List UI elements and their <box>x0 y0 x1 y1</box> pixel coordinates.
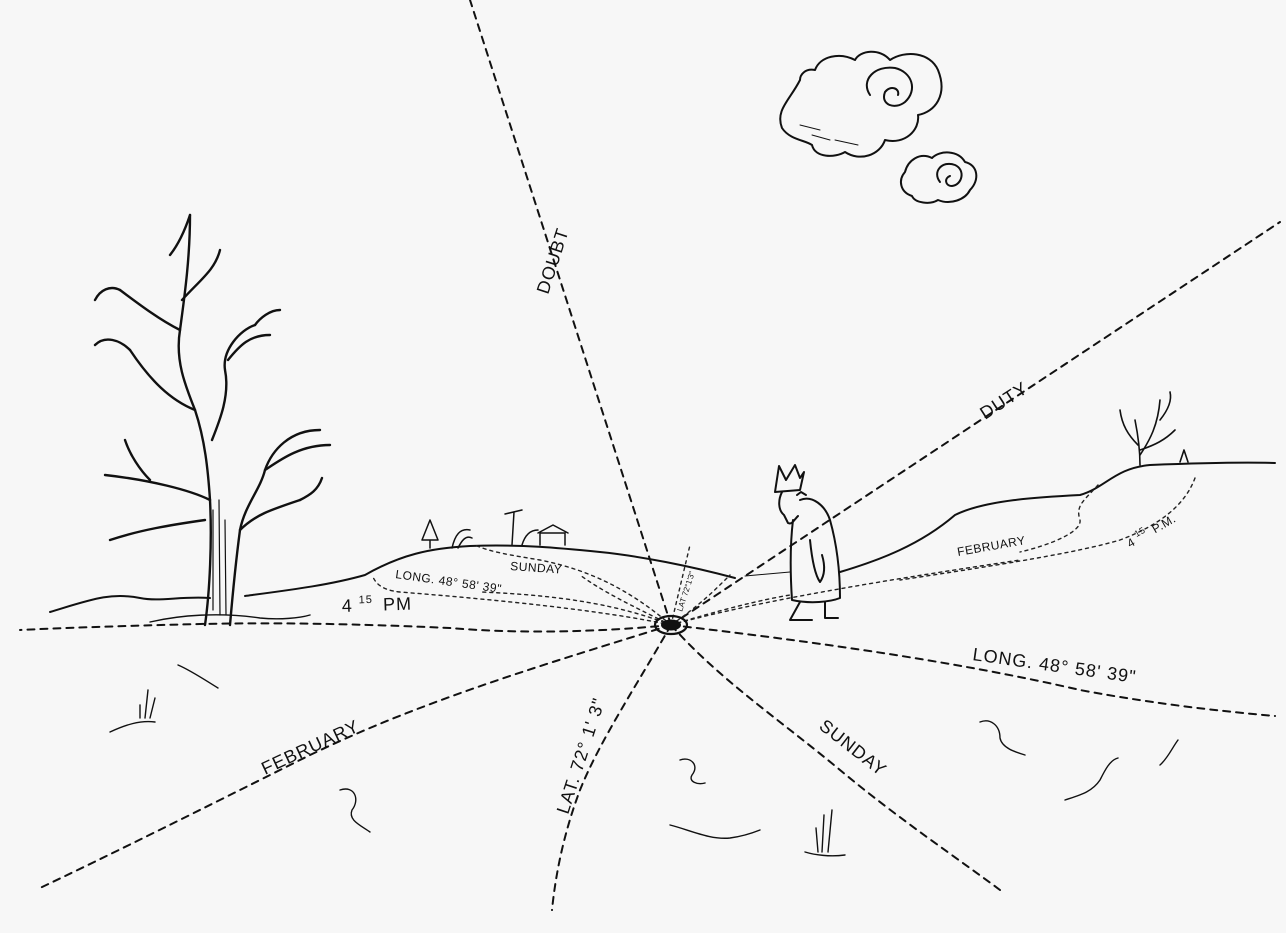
label-time-right-hour: 4 <box>1124 534 1138 551</box>
label-time-right <box>1122 506 1179 550</box>
radiating-lines <box>20 0 1280 910</box>
line-doubt <box>470 0 671 625</box>
label-sunday-near: SUNDAY <box>815 715 891 781</box>
dead-tree <box>95 215 330 625</box>
label-time-right-pm: P.M. <box>1149 511 1179 537</box>
distant-features <box>422 510 568 548</box>
line-sunday-near <box>671 625 1000 890</box>
cloud-large <box>780 52 941 157</box>
labels <box>258 225 1178 816</box>
line-time-left <box>20 623 671 631</box>
label-time-left-hour: 4 <box>341 595 354 616</box>
label-time-left <box>341 586 412 616</box>
line-february-far <box>671 595 790 625</box>
cloud-small <box>901 152 976 202</box>
label-lat-center: LAT 72°1'3" <box>675 570 697 613</box>
label-lat-near: LAT. 72° 1' 3" <box>552 695 610 817</box>
line-long-near <box>671 625 1275 716</box>
label-sunday-far: SUNDAY <box>509 559 563 577</box>
line-duty <box>671 222 1280 625</box>
label-february-near: FEBRUARY <box>258 715 363 779</box>
man-figure <box>745 465 840 620</box>
label-time-left-pm: PM <box>382 593 413 615</box>
label-doubt: DOUBT <box>532 225 573 297</box>
label-february-far: FEBRUARY <box>956 533 1027 559</box>
label-long-far: LONG. 48° 58' 39" <box>394 567 503 596</box>
label-time-left-minutes: 15 <box>358 593 374 607</box>
label-long-near: LONG. 48° 58' 39" <box>971 644 1138 687</box>
hole <box>655 616 687 634</box>
label-duty: DUTY <box>976 377 1032 424</box>
label-time-right-minutes: 15 <box>1132 524 1148 540</box>
small-tree <box>1120 392 1188 465</box>
